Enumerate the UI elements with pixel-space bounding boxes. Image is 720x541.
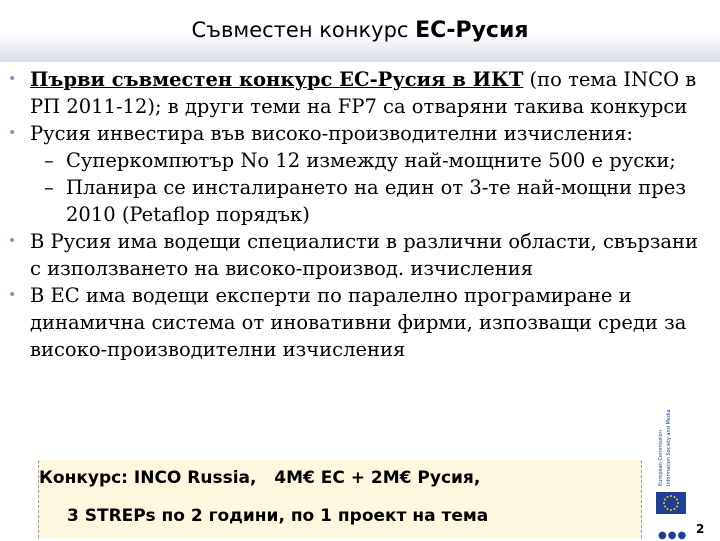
european-commission-logo — [654, 392, 690, 532]
bullet-dot: • — [8, 287, 17, 303]
bullet-2-text: Русия инвестира във високо-производителни изчисления: — [30, 122, 633, 145]
bullet-1-bold-text: Първи съвместен конкурс ЕС-Русия в ИКТ — [30, 68, 524, 91]
slide-title-part1: Съвместен конкурс — [191, 18, 416, 42]
bullet-1-text: (по тема INCO в РП 2011-12); в други теми на FP7 са отваряни такива конкурси — [30, 68, 697, 118]
sub-item-2 — [8, 174, 713, 228]
page-dots-icon: ●●● — [658, 530, 688, 541]
bullet-3-text: В Русия има водещи специалисти в различни области, свързани с използването на високо-производ. изчисления — [30, 230, 699, 280]
slide-body — [8, 66, 713, 363]
bullet-item-2 — [8, 120, 713, 147]
bullet-dot: • — [8, 71, 17, 87]
eu-stars-icon — [656, 492, 686, 514]
contest-line-1: Конкурс: INCO Russia, 4M€ ЕС + 2M€ Русия, — [39, 468, 481, 488]
bullet-4-text: В ЕС има водещи експерти по паралелно програмиране и динамична система от иновативни фирми, изпозващи среди за високо-производителни изчисления — [30, 284, 687, 361]
slide-title — [0, 18, 720, 43]
bullet-item-4 — [8, 282, 713, 363]
bullet-item-3 — [8, 228, 713, 282]
sub-dash: – — [44, 176, 54, 199]
eu-logo-line-1: European Commission — [658, 430, 664, 486]
slide-title-part2: ЕС-Русия — [415, 18, 529, 43]
contest-box — [38, 460, 642, 538]
bullet-item-1 — [8, 66, 713, 120]
eu-logo-line-2: Information Society and Media — [666, 409, 672, 486]
page-number: 2 — [696, 522, 705, 536]
sub-item-2-text: Планира се инсталирането на един от 3-те най-мощни през 2010 (Petaflop порядък) — [66, 176, 686, 226]
eu-flag-icon — [656, 492, 686, 514]
bullet-dot: • — [8, 233, 17, 249]
sub-dash: – — [44, 149, 54, 172]
bullet-dot: • — [8, 125, 17, 141]
sub-item-1 — [8, 147, 713, 174]
sub-item-1-text: Суперкомпютър No 12 измежду най-мощните 500 е руски; — [66, 149, 676, 172]
contest-line-2: 3 STREPs по 2 години, по 1 проект на тема — [67, 506, 489, 526]
eu-logo-text — [654, 392, 690, 488]
